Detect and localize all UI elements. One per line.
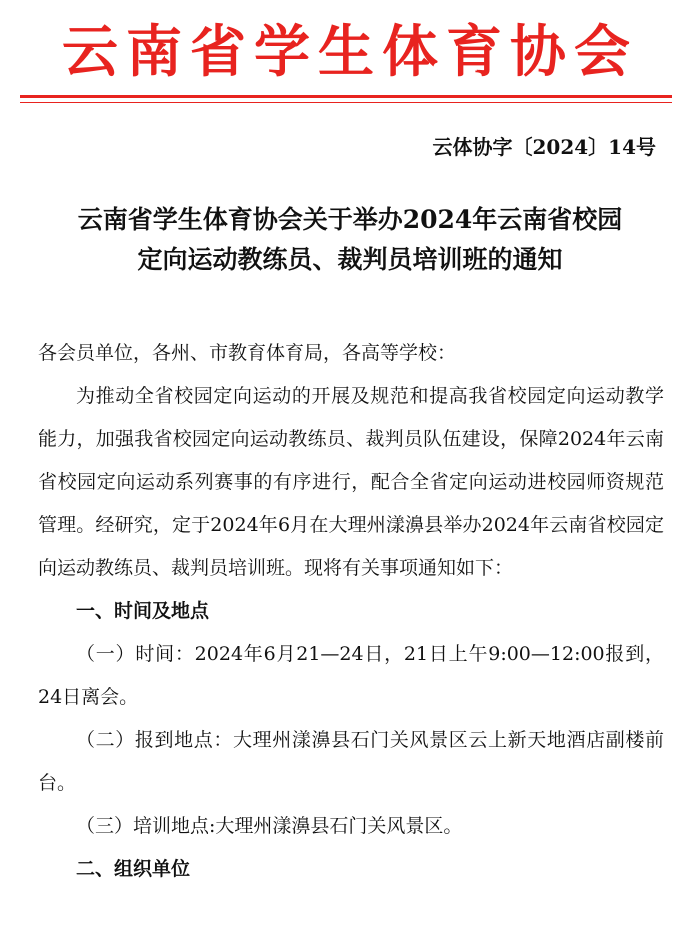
section-1-item-training-location: （三）培训地点:大理州漾濞县石门关风景区。 [76,815,463,837]
document-body [38,332,664,891]
salutation: 各会员单位，各州、市教育体育局，各高等学校： [38,342,457,364]
document-number: 云体协字〔2024〕14号 [432,135,656,159]
section-1-item-checkin-location: （二）报到地点：大理州漾濞县石门关风景区云上新天地酒店副楼前台。 [38,729,664,794]
section-1-item-time: （一）时间：2024年6月21—24日，21日上午9:00—12:00报到，24日离会。 [38,643,664,708]
title-line-2: 定向运动教练员、裁判员培训班的通知 [137,245,563,274]
section-2-heading: 二、组织单位 [76,858,191,880]
masthead-divider-thin [20,102,672,103]
masthead-divider-thick [20,95,672,98]
masthead-org-name: 云南省学生体育协会 [62,20,638,85]
document-title [20,200,680,280]
section-1-heading: 一、时间及地点 [76,600,210,622]
title-line-1: 云南省学生体育协会关于举办2024年云南省校园 [77,205,623,234]
intro-paragraph: 为推动全省校园定向运动的开展及规范和提高我省校园定向运动教学能力，加强我省校园定向运动教练员、裁判员队伍建设，保障2024年云南省校园定向运动系列赛事的有序进行，配合全省定向运动进校园师资规范管理。经研究，定于2024年6月在大理州漾濞县举办2024年云南省校园定向运动教练员、裁判员培训班。现将有关事项通知如下： [38,385,664,579]
